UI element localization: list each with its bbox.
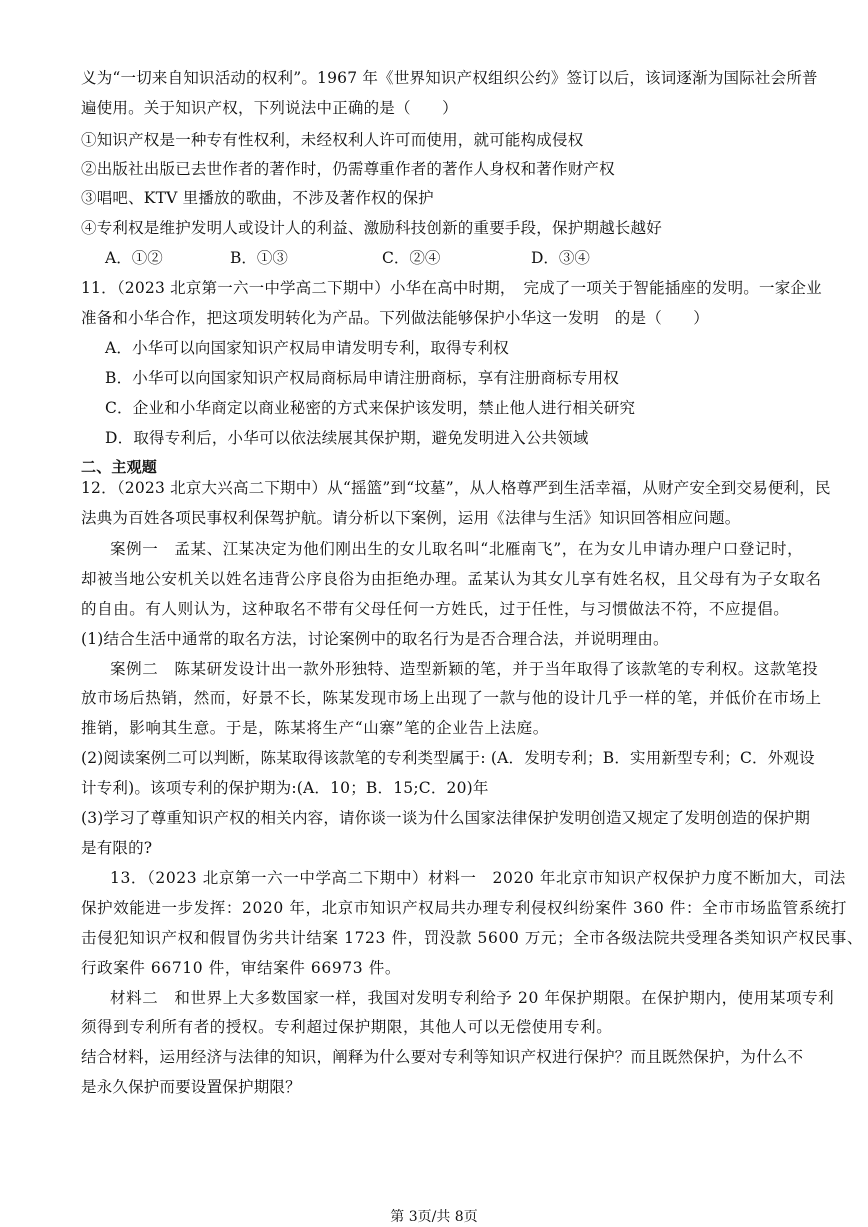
q10-option-c: C．②④ (382, 249, 441, 267)
q13-question-line-1: 结合材料，运用经济与法律的知识，阐释为什么要对专利等知识产权进行保护？而且既然保护，为什么不 (81, 1048, 804, 1066)
q13-material1-line-4: 行政案件 66710 件，审结案件 66973 件。 (81, 959, 401, 977)
case2-line-3: 推销，影响其生意。于是，陈某将生产“山寨”笔的企业告上法庭。 (81, 719, 549, 737)
q13-material2-line-1: 材料二 和世界上大多数国家一样，我国对发明专利给予 20 年保护期限。在保护期内，使用某项专利 (110, 989, 835, 1007)
q12-sub-question-1: (1)结合生活中通常的取名方法，讨论案例中的取名行为是否合理合法，并说明理由。 (81, 630, 669, 648)
q11-option-b: B．小华可以向国家知识产权局商标局申请注册商标，享有注册商标专用权 (105, 369, 619, 387)
q10-option-d: D．③④ (531, 249, 590, 267)
intro-line-2: 遍使用。关于知识产权，下列说法中正确的是（ ） (81, 99, 458, 117)
case1-line-1: 案例一 孟某、江某决定为他们刚出生的女儿取名叫“北雁南飞”，在为女儿申请办理户口登记时， (110, 540, 804, 558)
q13-material1-line-3: 击侵犯知识产权和假冒伪劣共计结案 1723 件，罚没款 5600 万元；全市各级法院共受理各类知识产权民事、 (81, 929, 864, 947)
q12-line-1: 12．（2023 北京大兴高二下期中）从“摇篮”到“坟墓”，从人格尊严到生活幸福，从财产安全到交易便利，民 (81, 479, 831, 497)
q10-option-a: A．①② (105, 249, 163, 267)
q11-option-c: C．企业和小华商定以商业秘密的方式来保护该发明，禁止他人进行相关研究 (105, 399, 636, 417)
q13-material1-line-1: 13．（2023 北京第一六一中学高二下期中）材料一 2020 年北京市知识产权保护力度不断加大，司法 (110, 869, 846, 887)
q11-option-a: A．小华可以向国家知识产权局申请发明专利，取得专利权 (105, 339, 509, 357)
q12-sub-question-3-line-2: 是有限的? (81, 839, 153, 857)
case1-line-2: 却被当地公安机关以姓名违背公序良俗为由拒绝办理。孟某认为其女儿享有姓名权，且父母有为子女取名 (81, 570, 822, 588)
statement-3: ③唱吧、KTV 里播放的歌曲，不涉及著作权的保护 (81, 189, 434, 207)
q11-line-2: 准备和小华合作，把这项发明转化为产品。下列做法能够保护小华这一发明 的是（ ） (81, 309, 710, 327)
q13-material1-line-2: 保护效能进一步发挥：2020 年，北京市知识产权局共办理专利侵权纠纷案件 360 件：全市市场监管系统打 (81, 899, 848, 917)
statement-2: ②出版社出版已去世作者的著作时，仍需尊重作者的著作人身权和著作财产权 (81, 160, 615, 178)
q12-sub-question-2-line-1: (2)阅读案例二可以判断，陈某取得该款笔的专利类型属于: (A．发明专利；B．实用新型专利；C．外观设 (81, 749, 815, 767)
case2-line-2: 放市场后热销，然而，好景不长，陈某发现市场上出现了一款与他的设计几乎一样的笔，并低价在市场上 (81, 689, 822, 707)
section-heading: 二、主观题 (81, 458, 158, 476)
q12-sub-question-3-line-1: (3)学习了尊重知识产权的相关内容，请你谈一谈为什么国家法律保护发明创造又规定了发明创造的保护期 (81, 809, 811, 827)
statement-4: ④专利权是维护发明人或设计人的利益、激励科技创新的重要手段，保护期越长越好 (81, 219, 662, 237)
case2-line-1: 案例二 陈某研发设计出一款外形独特、造型新颖的笔，并于当年取得了该款笔的专利权。这款笔投 (110, 660, 819, 678)
case1-line-3: 的自由。有人则认为，这种取名不带有父母任何一方姓氏，过于任性，与习惯做法不符，不应提倡。 (81, 600, 790, 618)
q13-question-line-2: 是永久保护而要设置保护期限？ (81, 1078, 301, 1096)
page-number: 第 3页/共 8页 (390, 1209, 478, 1225)
q12-line-2: 法典为百姓各项民事权利保驾护航。请分析以下案例，运用《法律与生活》知识回答相应问题。 (81, 509, 741, 527)
q13-material2-line-2: 须得到专利所有者的授权。专利超过保护期限，其他人可以无偿使用专利。 (81, 1018, 613, 1036)
statement-1: ①知识产权是一种专有性权利，未经权利人许可而使用，就可能构成侵权 (81, 131, 584, 149)
q12-sub-question-2-line-2: 计专利)。该项专利的保护期为:(A．10；B．15;C．20)年 (81, 779, 489, 797)
q11-line-1: 11．（2023 北京第一六一中学高二下期中）小华在高中时期， 完成了一项关于智能插座的发明。一家企业 (81, 279, 822, 297)
q10-option-b: B．①③ (230, 249, 288, 267)
intro-line-1: 义为“一切来自知识活动的权利”。1967 年《世界知识产权组织公约》签订以后，该词逐渐为国际社会所普 (81, 69, 818, 87)
q11-option-d: D．取得专利后，小华可以依法续展其保护期，避免发明进入公共领域 (105, 429, 589, 447)
